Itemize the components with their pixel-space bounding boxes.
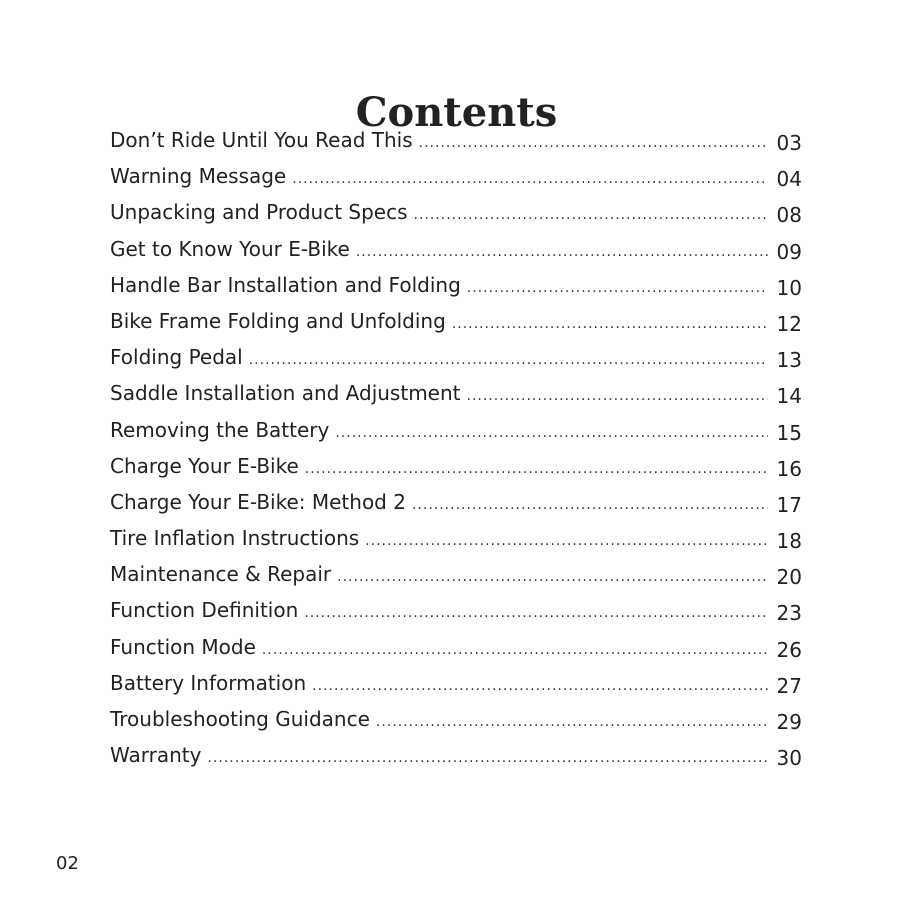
dot-leader xyxy=(419,125,768,161)
dot-leader xyxy=(365,523,768,559)
toc-entry-page: 12 xyxy=(776,311,802,336)
toc-entry xyxy=(110,665,802,701)
toc-entry-page: 03 xyxy=(776,131,802,155)
toc-entry-page: 09 xyxy=(776,239,802,264)
toc-entry xyxy=(110,592,802,628)
dot-leader xyxy=(335,415,768,451)
dot-leader xyxy=(356,234,768,270)
dot-leader xyxy=(412,487,768,523)
toc-entry-title: Bike Frame Folding and Unfolding xyxy=(110,308,446,333)
toc-entry-title: Charge Your E-Bike xyxy=(110,453,299,478)
dot-leader xyxy=(376,704,768,740)
dot-leader xyxy=(467,378,769,414)
toc-entry xyxy=(110,339,802,375)
toc-entry xyxy=(110,484,802,520)
dot-leader xyxy=(467,270,768,306)
dot-leader xyxy=(304,595,768,631)
toc-entry xyxy=(110,375,802,411)
toc-entry-title: Warranty xyxy=(110,743,202,768)
toc-entry-page: 10 xyxy=(776,275,802,300)
toc-entry-title: Troubleshooting Guidance xyxy=(110,707,370,731)
toc-entry-page: 17 xyxy=(776,492,802,517)
toc-entry-title: Handle Bar Installation and Folding xyxy=(110,272,461,297)
toc-entry xyxy=(110,701,802,737)
toc-entry-page: 04 xyxy=(776,167,802,192)
toc-entry-title: Unpacking and Product Specs xyxy=(110,200,408,225)
toc-entry xyxy=(110,737,802,773)
toc-entry-title: Tire Inflation Instructions xyxy=(110,526,360,551)
toc-entry xyxy=(110,231,802,267)
toc-entry-page: 15 xyxy=(776,420,802,445)
toc-entry-title: Function Definition xyxy=(110,598,299,623)
toc-entry-title: Saddle Installation and Adjustment xyxy=(110,381,461,406)
toc-entry-title: Removing the Battery xyxy=(110,417,330,442)
toc-entry xyxy=(110,412,802,448)
dot-leader xyxy=(207,740,768,776)
toc-entry-page: 27 xyxy=(776,673,802,698)
toc-entry-title: Battery Information xyxy=(110,670,307,695)
table-of-contents xyxy=(110,122,802,773)
toc-entry-title: Folding Pedal xyxy=(110,345,243,370)
dot-leader xyxy=(262,632,768,668)
toc-entry-page: 30 xyxy=(776,746,802,771)
toc-entry-page: 14 xyxy=(776,384,802,409)
toc-entry xyxy=(110,556,802,592)
dot-leader xyxy=(312,668,768,704)
toc-entry-title: Don’t Ride Until You Read This xyxy=(110,128,413,152)
dot-leader xyxy=(292,161,768,197)
toc-entry xyxy=(110,267,802,303)
toc-entry-title: Maintenance & Repair xyxy=(110,562,332,587)
toc-entry-title: Warning Message xyxy=(110,164,287,189)
toc-entry-page: 13 xyxy=(776,348,802,373)
toc-entry-title: Function Mode xyxy=(110,634,256,659)
dot-leader xyxy=(249,342,768,378)
toc-entry-page: 26 xyxy=(776,637,802,662)
dot-leader xyxy=(452,306,768,342)
toc-entry-title: Get to Know Your E-Bike xyxy=(110,236,350,261)
toc-entry xyxy=(110,629,802,665)
toc-entry xyxy=(110,158,802,194)
toc-entry xyxy=(110,303,802,339)
toc-entry-page: 16 xyxy=(776,456,802,481)
toc-entry-page: 29 xyxy=(776,710,802,734)
toc-entry xyxy=(110,122,802,158)
dot-leader xyxy=(337,559,768,595)
toc-entry-title: Charge Your E-Bike: Method 2 xyxy=(110,489,406,514)
toc-entry xyxy=(110,520,802,556)
toc-entry-page: 23 xyxy=(776,601,802,626)
toc-entry xyxy=(110,448,802,484)
dot-leader xyxy=(414,197,768,233)
page-title: Contents xyxy=(355,88,558,136)
dot-leader xyxy=(305,451,768,487)
toc-entry xyxy=(110,194,802,230)
toc-entry-page: 08 xyxy=(776,203,802,228)
toc-entry-page: 18 xyxy=(776,529,802,554)
page-number: 02 xyxy=(56,853,79,874)
toc-entry-page: 20 xyxy=(776,565,802,590)
